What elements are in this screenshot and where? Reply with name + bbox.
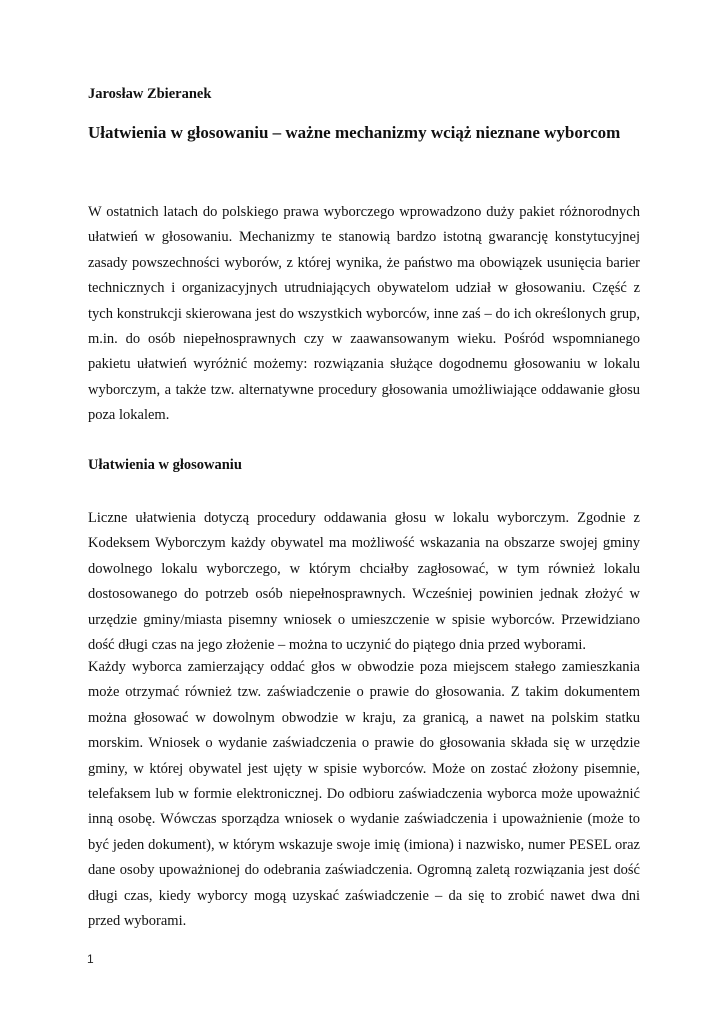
page-number: 1	[87, 952, 94, 966]
intro-paragraph: W ostatnich latach do polskiego prawa wyborczego wprowadzono duży pakiet różnorodnych ułatwień w głosowaniu. Mechanizmy te stanowią bardzo istotną gwarancję konstytucyjnej zasady powszechności wyborów, z której wynika, że państwo ma obowiązek usunięcia barier technicznych i organizacyjnych utrudniających obywatelom udział w głosowaniu. Część z tych konstrukcji skierowana jest do wszystkich wyborców, inne zaś – do ich określonych grup, m.in. do osób niepełnosprawnych czy w zaawansowanym wieku. Pośród wspomnianego pakietu ułatwień wyróżnić możemy: rozwiązania służące dogodnemu głosowaniu w lokalu wyborczym, a także tzw. alternatywne procedury głosowania umożliwiające oddawanie głosu poza lokalem.	[88, 204, 640, 424]
section-heading: Ułatwienia w głosowaniu	[88, 457, 242, 473]
author-name: Jarosław Zbieranek	[88, 86, 212, 102]
section-paragraph-1: Liczne ułatwienia dotyczą procedury oddawania głosu w lokalu wyborczym. Zgodnie z Kodeksem Wyborczym każdy obywatel ma możliwość wskazania na obszarze swojej gminy dowolnego lokalu wyborczego, w którym chciałby zagłosować, w tym również lokalu dostosowanego do potrzeb osób niepełnosprawnych. Wcześniej powinien jednak złożyć w urzędzie gminy/miasta pisemny wniosek o umieszczenie w spisie wyborców. Przewidziano dość długi czas na jego złożenie – można to uczynić do piątego dnia przed wyborami.	[88, 510, 640, 654]
page-title: Ułatwienia w głosowaniu – ważne mechanizmy wciąż nieznane wyborcom	[88, 123, 621, 142]
section-paragraph-2: Każdy wyborca zamierzający oddać głos w obwodzie poza miejscem stałego zamieszkania może otrzymać również tzw. zaświadczenie o prawie do głosowania. Z takim dokumentem można głosować w dowolnym obwodzie w kraju, za granicą, a nawet na polskim statku morskim. Wniosek o wydanie zaświadczenia o prawie do głosowania składa się w urzędzie gminy, w której obywatel jest ujęty w spisie wyborców. Może on zostać złożony pisemnie, telefaksem lub w formie elektronicznej. Do odbioru zaświadczenia wyborca może upoważnić inną osobę. Wówczas sporządza wniosek o wydanie zaświadczenia i upoważnienie (może to być jeden dokument), w którym wskazuje swoje imię (imiona) i nazwisko, numer PESEL oraz dane osoby upoważnionej do odebrania zaświadczenia. Ogromną zaletą rozwiązania jest dość długi czas, kiedy wyborcy mogą uzyskać zaświadczenie – da się to zrobić nawet dwa dni przed wyborami.	[88, 659, 640, 930]
